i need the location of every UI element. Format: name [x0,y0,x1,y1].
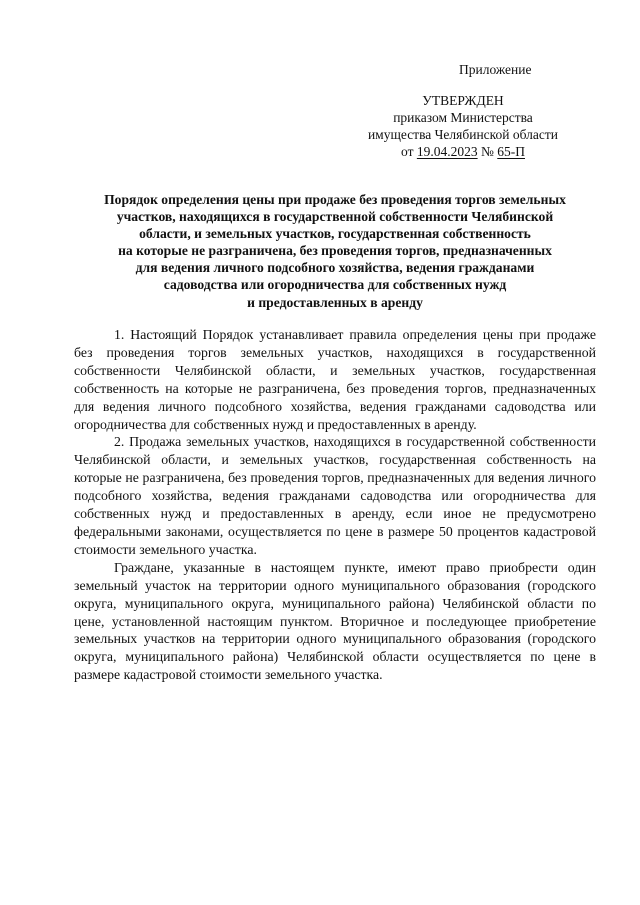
approval-by-order: приказом Министерства [393,110,533,125]
paragraph-3: Граждане, указанные в настоящем пункте, имеют право приобрести один земельный участок на территории одного муниципального образования (городского округа, муниципального округа, муниципального района) Челябинской области по цене, установленной настоящим пунктом. Вторичное и последующее приобретение земельных участков на территории одного муниципального образования (городского округа, муниципального района) Челябинской области осуществляется по цене в размере кадастровой стоимости земельного участка. [74,559,596,683]
document-body [74,326,596,684]
title-line: и предоставленных в аренду [247,294,423,310]
approval-status: УТВЕРЖДЕН [422,93,504,108]
approval-date-line [330,143,596,160]
approval-ministry: имущества Челябинской области [367,127,559,142]
title-line: участков, находящихся в государственной собственности Челябинской [116,209,554,225]
title-line: области, и земельных участков, государственная собственность [139,226,531,242]
number-prefix: № [480,144,494,159]
annex-label: Приложение [459,62,532,77]
order-number: 65-П [497,144,525,159]
paragraph-2: 2. Продажа земельных участков, находящихся в государственной собственности Челябинской области, и земельных участков, государственная собственность на которые не разграничена, без проведения торгов, предназначенных для ведения личного подсобного хозяйства, ведения гражданами садоводства или огородничества для собственных нужд и предоставленных в аренду, если иное не предусмотрено федеральными законами, осуществляется по цене в размере 50 процентов кадастровой стоимости земельного участка. [74,434,596,557]
title-line: на которые не разграничена, без проведения торгов, предназначенных [118,243,552,259]
paragraph-1: 1. Настоящий Порядок устанавливает правила определения цены при продаже без проведения торгов земельных участков, находящихся в государственной собственности Челябинской области, и земельных участков, государственная собственность на которые не разграничена, без проведения торгов, предназначенных для ведения личного подсобного хозяйства, ведения гражданами садоводства или огородничества для собственных нужд и предоставленных в аренду. [74,327,596,432]
title-line: садоводства или огородничества для собственных нужд [163,277,507,293]
order-date: 19.04.2023 [416,144,478,159]
date-prefix: от [401,144,414,159]
approval-block [330,92,596,160]
title-line: Порядок определения цены при продаже без проведения торгов земельных [104,192,566,207]
title-line: для ведения личного подсобного хозяйства, ведения гражданами [135,260,535,276]
document-title [72,191,598,311]
